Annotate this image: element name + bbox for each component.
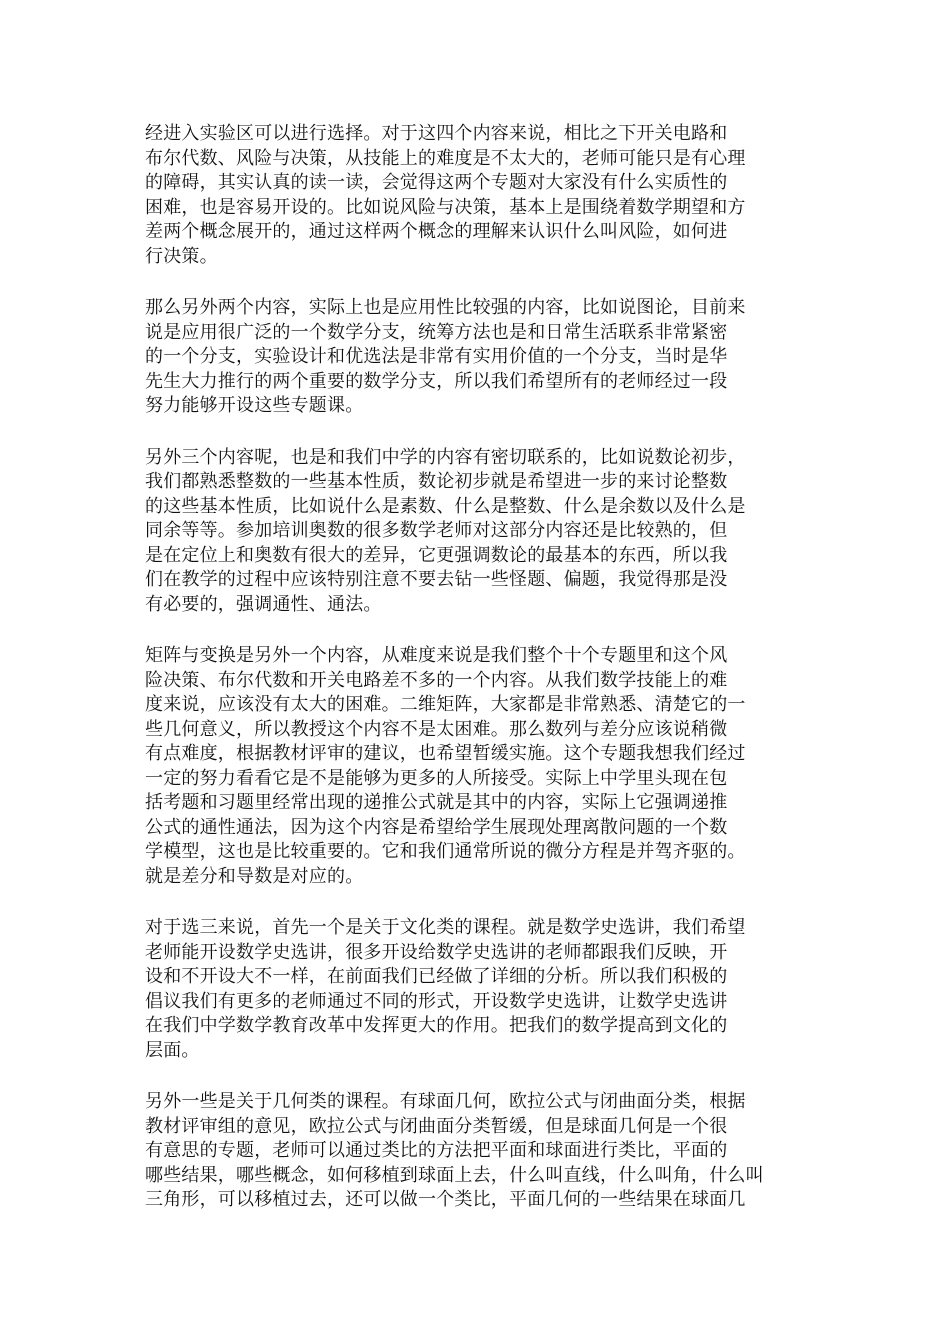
paragraph: 经进入实验区可以进行选择。对于这四个内容来说，相比之下开关电路和 布尔代数、风险与决策，从技能上的难度是不太大的，老师可能只是有心理 的障碍，其实认真的读一读，会觉得这两个专题对大家没有什么实质性的 困难，也是容易开设的。比如说风险与决策，基本上是围绕着数学期望和方 差两个概念展开的，通过这样两个概念的理解来认识什么叫风险，如何进 行决策。 — [145, 123, 746, 267]
paragraph: 对于选三来说，首先一个是关于文化类的课程。就是数学史选讲，我们希望 老师能开设数学史选讲，很多开设给数学史选讲的老师都跟我们反映，开 设和不开设大不一样，在前面我们已经做了详细的分析。所以我们积极的 倡议我们有更多的老师通过不同的形式，开设数学史选讲，让数学史选讲 在我们中学数学教育改革中发挥更大的作用。把我们的数学提高到文化的 层面。 — [145, 917, 746, 1061]
document-body — [145, 122, 817, 1240]
paragraph: 矩阵与变换是另外一个内容，从难度来说是我们整个十个专题里和这个风 险决策、布尔代数和开关电路差不多的一个内容。从我们数学技能上的难 度来说，应该没有太大的困难。二维矩阵，大家都是非常熟悉、清楚它的一 些几何意义，所以教授这个内容不是太困难。那么数列与差分应该说稍微 有点难度，根据教材评审的建议，也希望暂缓实施。这个专题我想我们经过 一定的努力看看它是不是能够为更多的人所接受。实际上中学里头现在包 括考题和习题里经常出现的递推公式就是其中的内容，实际上它强调递推 公式的通性通法，因为这个内容是希望给学生展现处理离散问题的一个数 学模型，这也是比较重要的。它和我们通常所说的微分方程是并驾齐驱的。 就是差分和导数是对应的。 — [145, 645, 746, 887]
paragraph: 那么另外两个内容，实际上也是应用性比较强的内容，比如说图论，目前来 说是应用很广泛的一个数学分支，统筹方法也是和日常生活联系非常紧密 的一个分支，实验设计和优选法是非常有实用价值的一个分支，当时是华 先生大力推行的两个重要的数学分支，所以我们希望所有的老师经过一段 努力能够开设这些专题课。 — [145, 297, 746, 416]
paragraph: 另外一些是关于几何类的课程。有球面几何，欧拉公式与闭曲面分类，根据 教材评审组的意见，欧拉公式与闭曲面分类暂缓，但是球面几何是一个很 有意思的专题，老师可以通过类比的方法把平面和球面进行类比，平面的 哪些结果，哪些概念，如何移植到球面上去，什么叫直线，什么叫角，什么叫 三角形，可以移植过去，还可以做一个类比，平面几何的一些结果在球面几 — [145, 1091, 764, 1210]
paragraph: 另外三个内容呢，也是和我们中学的内容有密切联系的，比如说数论初步， 我们都熟悉整数的一些基本性质，数论初步就是希望进一步的来讨论整数 的这些基本性质，比如说什么是素数、什么是整数、什么是余数以及什么是 同余等等。参加培训奥数的很多数学老师对这部分内容还是比较熟的，但 是在定位上和奥数有很大的差异，它更强调数论的最基本的东西，所以我 们在教学的过程中应该特别注意不要去钻一些怪题、偏题，我觉得那是没 有必要的，强调通性、通法。 — [145, 446, 746, 615]
